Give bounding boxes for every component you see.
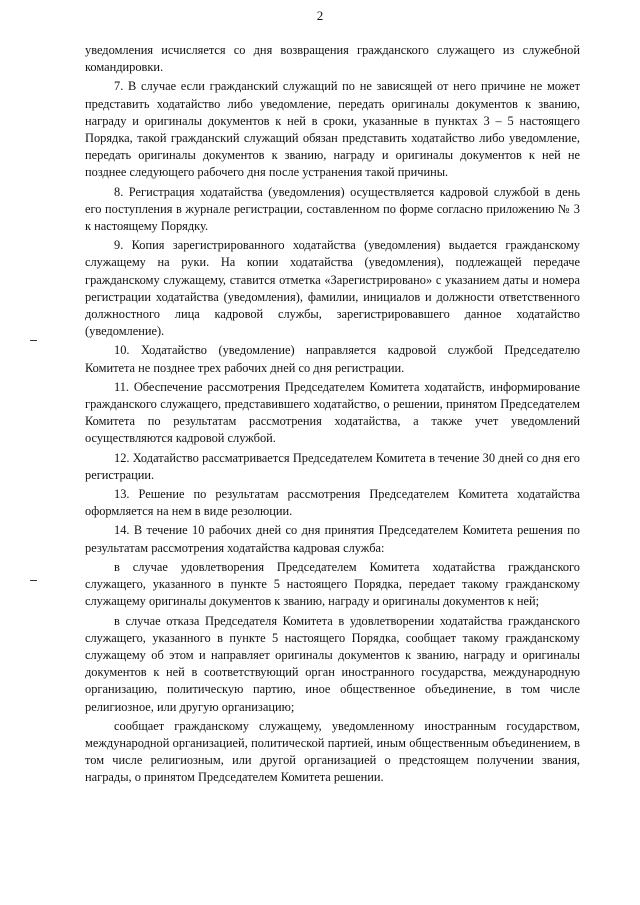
- paragraph-10: 10. Ходатайство (уведомление) направляется кадровой службой Председателю Комитета не позднее трех рабочих дней со дня регистрации.: [85, 343, 580, 375]
- paragraph-7: 7. В случае если гражданский служащий по не зависящей от него причине не может представить ходатайство либо уведомление, передать оригиналы документов к званию, награду и оригиналы документов к ней в сроки, указанные в пунктах 3 – 5 настоящего Порядка, такой гражданский служащий обязан представить ходатайство либо уведомление, передать оригиналы документов к званию, награду и оригиналы документов к ней не позднее следующего рабочего дня после устранения такой причины.: [85, 79, 580, 180]
- paragraph-14-item-notification: сообщает гражданскому служащему, уведомленному иностранным государством, международной организацией, политической партией, иным общественным объединением, в том числе религиозным, или другой организацией о предстоящем получении звания, награды, о принятом Председателем Комитета решении.: [85, 718, 580, 785]
- margin-mark: [30, 340, 37, 341]
- paragraph-continuation: уведомления исчисляется со дня возвращения гражданского служащего из служебной командировки.: [85, 43, 580, 75]
- page-number: 2: [316, 8, 324, 23]
- margin-mark: [30, 580, 37, 581]
- paragraph-8: 8. Регистрация ходатайства (уведомления) осуществляется кадровой службой в день его поступления в журнале регистрации, составленном по форме согласно приложению № 3 к настоящему Порядку.: [85, 184, 580, 234]
- paragraph-9: 9. Копия зарегистрированного ходатайства (уведомления) выдается гражданскому служащему на руки. На копии ходатайства (уведомления), подлежащей передаче гражданскому служащему, ставится отметка «Зарегистрировано» с указанием даты и номера регистрации ходатайства (уведомления), фамилии, инициалов и должности ответственного должностного лица кадровой службы, зарегистрировавшего данное ходатайство (уведомление).: [85, 238, 580, 339]
- paragraph-14: 14. В течение 10 рабочих дней со дня принятия Председателем Комитета решения по результатам рассмотрения ходатайства кадровая служба:: [85, 523, 580, 555]
- document-body: [85, 42, 580, 789]
- paragraph-12: 12. Ходатайство рассматривается Председателем Комитета в течение 30 дней со дня его регистрации.: [85, 450, 580, 482]
- paragraph-11: 11. Обеспечение рассмотрения Председателем Комитета ходатайств, информирование гражданского служащего, представившего ходатайство, о решении, принятом Председателем Комитета по результатам рассмотрения ходатайства, а также учет уведомлений осуществляются кадровой службой.: [85, 379, 580, 446]
- paragraph-13: 13. Решение по результатам рассмотрения Председателем Комитета ходатайства оформляется на нем в виде резолюции.: [85, 487, 580, 519]
- paragraph-14-item-refusal: в случае отказа Председателя Комитета в удовлетворении ходатайства гражданского служащего, указанного в пункте 5 настоящего Порядка, сообщает такому гражданскому служащему об этом и направляет оригиналы документов к званию, награду и оригиналы документов к ней в соответствующий орган иностранного государства, международную организацию, политическую партию, иное общественное объединение, в том числе религиозное, или другую организацию;: [85, 613, 580, 714]
- paragraph-14-item-approval: в случае удовлетворения Председателем Комитета ходатайства гражданского служащего, указанного в пункте 5 настоящего Порядка, передает такому гражданскому служащему оригиналы документов к званию, награду и оригиналы документов к ней;: [85, 559, 580, 609]
